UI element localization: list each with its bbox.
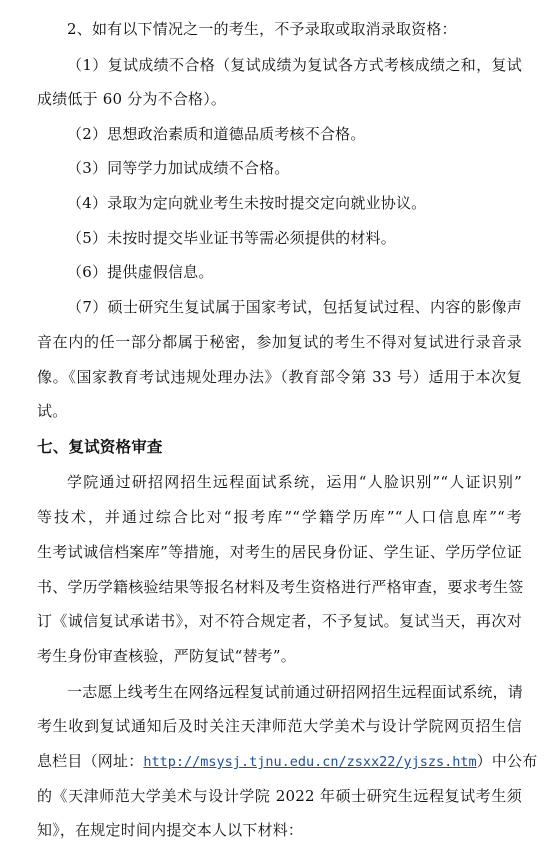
item-1-line-1: （1）复试成绩不合格（复试成绩为复试各方式考核成绩之和，复试 [67, 56, 522, 74]
item-7-line-4: 试。 [37, 402, 68, 420]
item-7-line-1: （7）硕士研究生复试属于国家考试，包括复试过程、内容的影像声 [67, 298, 522, 316]
item-4: （4）录取为定向就业考生未按时提交定向就业协议。 [67, 194, 427, 212]
paragraph-2-line-4: 的《天津师范大学美术与设计学院 2022 年硕士研究生远程复试考生须 [37, 787, 522, 805]
item-2: （2）思想政治素质和道德品质考核不合格。 [67, 125, 366, 143]
item-7-line-2: 音在内的任一部分都属于秘密，参加复试的考生不得对复试进行录音录 [37, 333, 522, 351]
paragraph-1-line-6: 考生身份审查核验，严防复试“替考”。 [37, 647, 296, 665]
paragraph-1-line-5: 订《诚信复试承诺书》，对不符合规定者，不予复试。复试当天，再次对 [37, 612, 522, 630]
paragraph-2-line-5: 知》，在规定时间内提交本人以下材料： [37, 821, 304, 839]
disqualification-intro: 2、如有以下情况之一的考生，不予录取或取消录取资格： [67, 20, 457, 38]
paragraph-1-line-1: 学院通过研招网招生远程面试系统，运用“人脸识别”“人证识别” [67, 473, 522, 491]
paragraph-2-line-3 [37, 751, 538, 772]
item-1-line-2: 成绩低于 60 分为不合格）。 [37, 90, 227, 108]
section-7-heading: 七、复试资格审查 [37, 438, 163, 456]
paragraph-2-line-3-suffix: ）中公布 [476, 752, 538, 770]
paragraph-2-line-2: 考生收到复试通知后及时关注天津师范大学美术与设计学院网页招生信 [37, 717, 522, 735]
paragraph-1-line-3: 生考试诚信档案库”等措施，对考生的居民身份证、学生证、学历学位证 [37, 543, 522, 561]
admissions-url-link[interactable]: http://msysj.tjnu.edu.cn/zsxx22/yjszs.htm [143, 754, 477, 770]
item-3: （3）同等学力加试成绩不合格。 [67, 159, 290, 177]
paragraph-2-line-3-prefix: 息栏目（网址： [37, 752, 144, 770]
paragraph-1-line-2: 等技术，并通过综合比对“报考库”“学籍学历库”“人口信息库”“考 [37, 508, 522, 526]
item-5: （5）未按时提交毕业证书等需必须提供的材料。 [67, 229, 396, 247]
item-7-line-3: 像。《国家教育考试违规处理办法》（教育部令第 33 号）适用于本次复 [37, 368, 522, 386]
paragraph-2-line-1: 一志愿上线考生在网络远程复试前通过研招网招生远程面试系统，请 [67, 683, 524, 701]
paragraph-1-line-4: 书、学历学籍核验结果等报名材料及考生资格进行严格审查，要求考生签 [37, 578, 524, 596]
item-6: （6）提供虚假信息。 [67, 263, 214, 281]
